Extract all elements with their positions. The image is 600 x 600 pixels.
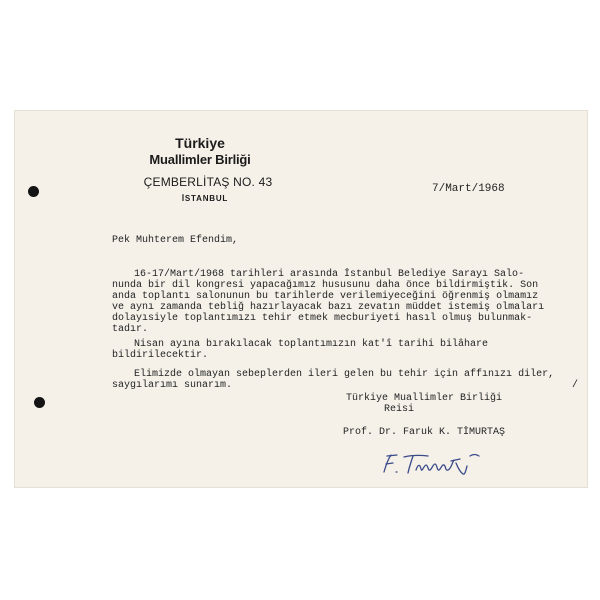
body-line: dolayısiyle toplantımızı tehir etmek mecburiyeti hasıl olmuş bulunmak- <box>112 313 533 324</box>
signature-name: Prof. Dr. Faruk K. TİMURTAŞ <box>343 427 506 438</box>
punch-hole-top <box>28 186 39 197</box>
letterhead-address: ÇEMBERLİTAŞ NO. 43 <box>143 175 273 189</box>
body-line: 16-17/Mart/1968 tarihleri arasında İstanbul Belediye Sarayı Salo- <box>134 269 525 280</box>
stray-mark: / <box>572 380 579 391</box>
body-line: tadır. <box>112 324 149 335</box>
salutation: Pek Muhterem Efendim, <box>112 235 239 246</box>
letter-date: 7/Mart/1968 <box>432 183 505 195</box>
body-line: anda toplantı salonunun bu tarihlerde verilemiyeceğini öğrenmiş olmamız <box>112 291 539 302</box>
body-line: Elimizde olmayan sebeplerden ileri gelen bu tehir için affınızı diler, <box>134 369 555 380</box>
letterhead-organization: Muallimler Birliği <box>149 152 251 167</box>
body-line: Nisan ayına bırakılacak toplantımızın kat'î tarihi bilâhare <box>134 339 489 350</box>
signature-organization: Türkiye Muallimler Birliği <box>346 393 503 404</box>
body-line: saygılarımı sunarım. <box>112 380 233 391</box>
letterhead-city: İSTANBUL <box>181 194 229 203</box>
body-line: nunda bir dil kongresi yapacağımız hususunu daha önce bildirmiştik. Son <box>112 280 539 291</box>
letterhead-country: Türkiye <box>175 135 225 151</box>
handwritten-signature <box>378 450 488 478</box>
signature-role: Reisi <box>384 404 415 415</box>
body-line: ve aynı zamanda tebliğ hazırlayacak bazı zevatın müddet istemiş olmaları <box>112 302 545 313</box>
punch-hole-bottom <box>34 397 45 408</box>
body-line: bildirilecektir. <box>112 350 209 361</box>
